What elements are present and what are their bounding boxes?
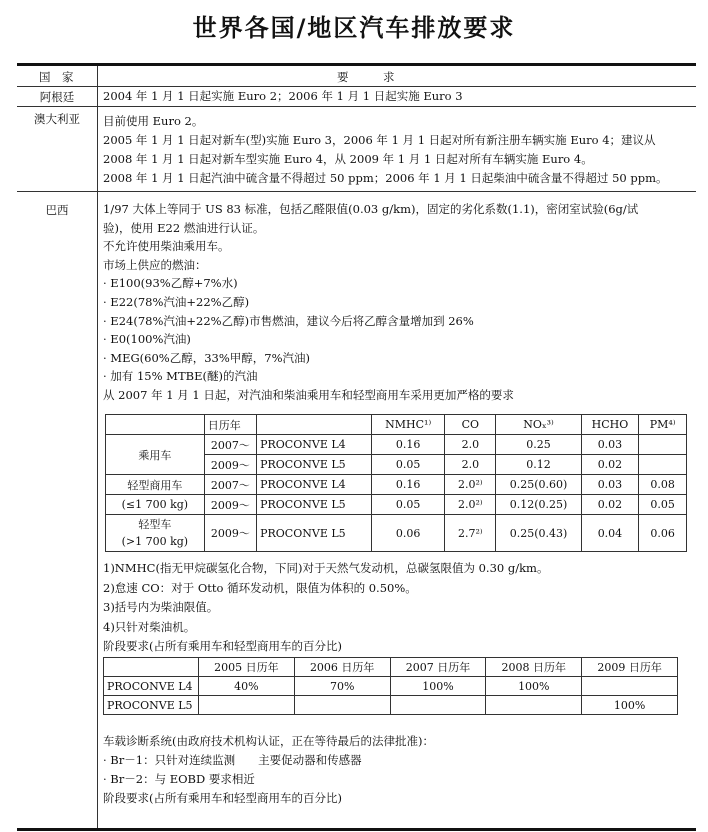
- cell: 0.25(0.60): [496, 475, 581, 495]
- cell: PROCONVE L5: [257, 515, 372, 552]
- cell: 0.03: [581, 435, 639, 455]
- col-header: HCHO: [581, 415, 639, 435]
- phase-table: [103, 657, 678, 715]
- cell: 2009～: [204, 495, 256, 515]
- brazil-text: [103, 200, 690, 405]
- brazil-line: 验)，使用 E22 燃油进行认证。: [103, 220, 265, 235]
- cell: 0.06: [639, 515, 687, 552]
- emission-limits-table: [105, 414, 687, 552]
- footnote: 2)怠速 CO：对于 Otto 循环发动机，限值为体积的 0.50%。: [103, 580, 417, 595]
- cell: [390, 696, 486, 715]
- cell: 2009～: [204, 455, 256, 475]
- table-row: [106, 475, 687, 495]
- argentina-line: 2004 年 1 月 1 日起实施 Euro 2；2006 年 1 月 1 日起实施 Euro 3: [103, 89, 463, 103]
- table-row: [106, 415, 687, 435]
- table-header-row: [17, 66, 696, 87]
- cell: 2.0²⁾: [445, 475, 496, 495]
- brazil-line: · E24(78%汽油+22%乙醇)市售燃油，建议今后将乙醇含量增加到 26%: [103, 313, 474, 328]
- brazil-line: 1/97 大体上等同于 US 83 标准，包括乙醛限值(0.03 g/km)，固定的劣化系数(1.1)，密闭室试验(6g/试: [103, 202, 639, 216]
- cell: [639, 455, 687, 475]
- australia-line: 2008 年 1 月 1 日起汽油中硫含量不得超过 50 ppm；2006 年 1 月 1 日起柴油中硫含量不得超过 50 ppm。: [103, 171, 668, 185]
- cell: 0.05: [639, 495, 687, 515]
- cell: 2009～: [204, 515, 256, 552]
- page-title: 世界各国/地区汽车排放要求: [192, 14, 516, 42]
- obd-line: · Br－2：与 EOBD 要求相近: [103, 772, 255, 786]
- group-label-line: 轻型车: [138, 518, 172, 531]
- cell: 2.7²⁾: [445, 515, 496, 552]
- footnote: 4)只针对柴油机。: [103, 619, 196, 634]
- cell: 0.08: [639, 475, 687, 495]
- australia-line: 2008 年 1 月 1 日起对新车型实施 Euro 4，从 2009 年 1 月 1 日起对所有车辆实施 Euro 4。: [103, 152, 593, 166]
- cell: 0.16: [372, 435, 445, 455]
- brazil-line: 从 2007 年 1 月 1 日起，对汽油和柴油乘用车和轻型商用车采用更加严格的要求: [103, 387, 514, 402]
- cell: 0.02: [581, 455, 639, 475]
- col-header: 2005 日历年: [199, 658, 295, 677]
- brazil-line: 不允许使用柴油乘用车。: [103, 239, 230, 254]
- cell: 0.25: [496, 435, 581, 455]
- cell: PROCONVE L4: [104, 677, 199, 696]
- country-header: 国 家: [39, 70, 74, 84]
- cell: 100%: [390, 677, 486, 696]
- brazil-line: · 加有 15% MTBE(醚)的汽油: [103, 369, 258, 384]
- cell: [294, 696, 390, 715]
- country-argentina: 阿根廷: [39, 90, 75, 104]
- cell: 0.12: [496, 455, 581, 475]
- requirement-header: 要 求: [337, 70, 395, 84]
- col-header: 2006 日历年: [294, 658, 390, 677]
- australia-line: 2005 年 1 月 1 日起对新车(型)实施 Euro 3，2006 年 1 月 1 日起对所有新注册车辆实施 Euro 4；建议从: [103, 133, 656, 147]
- cell: [199, 696, 295, 715]
- cell: 0.12(0.25): [496, 495, 581, 515]
- cell: 0.16: [372, 475, 445, 495]
- brazil-line: · MEG(60%乙醇，33%甲醇，7%汽油): [103, 350, 311, 365]
- table-row: [106, 515, 687, 552]
- col-header: 2008 日历年: [486, 658, 582, 677]
- cell: [486, 696, 582, 715]
- cell: [639, 435, 687, 455]
- cell: PROCONVE L5: [257, 455, 372, 475]
- col-header: CO: [445, 415, 496, 435]
- brazil-line: · E0(100%汽油): [103, 332, 191, 347]
- cell: 0.02: [581, 495, 639, 515]
- row-australia: [17, 107, 696, 192]
- cell: 2.0²⁾: [445, 495, 496, 515]
- table-row: [104, 658, 678, 677]
- col-header: 2009 日历年: [582, 658, 678, 677]
- cell: PROCONVE L5: [104, 696, 199, 715]
- footnotes: [103, 559, 690, 657]
- cell: 0.04: [581, 515, 639, 552]
- table-row: [104, 696, 678, 715]
- cell: PROCONVE L4: [257, 435, 372, 455]
- obd-line: 阶段要求(占所有乘用车和轻型商用车的百分比): [103, 791, 342, 805]
- table-row: [104, 677, 678, 696]
- cell: 100%: [486, 677, 582, 696]
- cell: 0.03: [581, 475, 639, 495]
- col-header: NOₓ³⁾: [496, 415, 581, 435]
- col-header: NMHC¹⁾: [372, 415, 445, 435]
- country-brazil: 巴西: [45, 203, 69, 217]
- phase-caption: 阶段要求(占所有乘用车和轻型商用车的百分比): [103, 639, 342, 653]
- cell: PROCONVE L5: [257, 495, 372, 515]
- cell: 70%: [294, 677, 390, 696]
- cell: [104, 658, 199, 677]
- group-label-line: (>1 700 kg): [121, 535, 189, 548]
- cell: 40%: [199, 677, 295, 696]
- group-label: 轻型商用车: [106, 475, 205, 495]
- row-argentina: [17, 87, 696, 107]
- cell: 0.25(0.43): [496, 515, 581, 552]
- obd-line: · Br－1：只针对连续监测 主要促动器和传感器: [103, 753, 362, 767]
- col-header: 日历年: [204, 415, 256, 435]
- cell: 2.0: [445, 455, 496, 475]
- col-header: PM⁴⁾: [639, 415, 687, 435]
- group-label: 乘用车: [106, 435, 205, 475]
- cell: 0.05: [372, 455, 445, 475]
- emission-requirements-table: [17, 63, 696, 831]
- cell: [582, 677, 678, 696]
- brazil-line: · E100(93%乙醇+7%水): [103, 276, 238, 291]
- cell: PROCONVE L4: [257, 475, 372, 495]
- australia-line: 目前使用 Euro 2。: [103, 114, 204, 128]
- cell: 100%: [582, 696, 678, 715]
- obd-line: 车载诊断系统(由政府技术机构认证，正在等待最后的法律批准)：: [103, 734, 434, 748]
- cell: 2.0: [445, 435, 496, 455]
- group-label: (≤1 700 kg): [106, 495, 205, 515]
- brazil-line: 市场上供应的燃油：: [103, 257, 207, 272]
- table-row: [106, 435, 687, 455]
- cell: 0.06: [372, 515, 445, 552]
- brazil-line: · E22(78%汽油+22%乙醇): [103, 294, 250, 309]
- cell: 0.05: [372, 495, 445, 515]
- table-row: [106, 495, 687, 515]
- footnote: 3)括号内为柴油限值。: [103, 600, 219, 614]
- country-australia: 澳大利亚: [34, 112, 80, 126]
- footnote: 1)NMHC(指无甲烷碳氢化合物，下同)对于天然气发动机，总碳氢限值为 0.30 g/km。: [103, 561, 549, 575]
- group-label: [106, 515, 205, 552]
- cell: 2007～: [204, 435, 256, 455]
- col-header: 2007 日历年: [390, 658, 486, 677]
- obd-section: [103, 732, 690, 808]
- cell: 2007～: [204, 475, 256, 495]
